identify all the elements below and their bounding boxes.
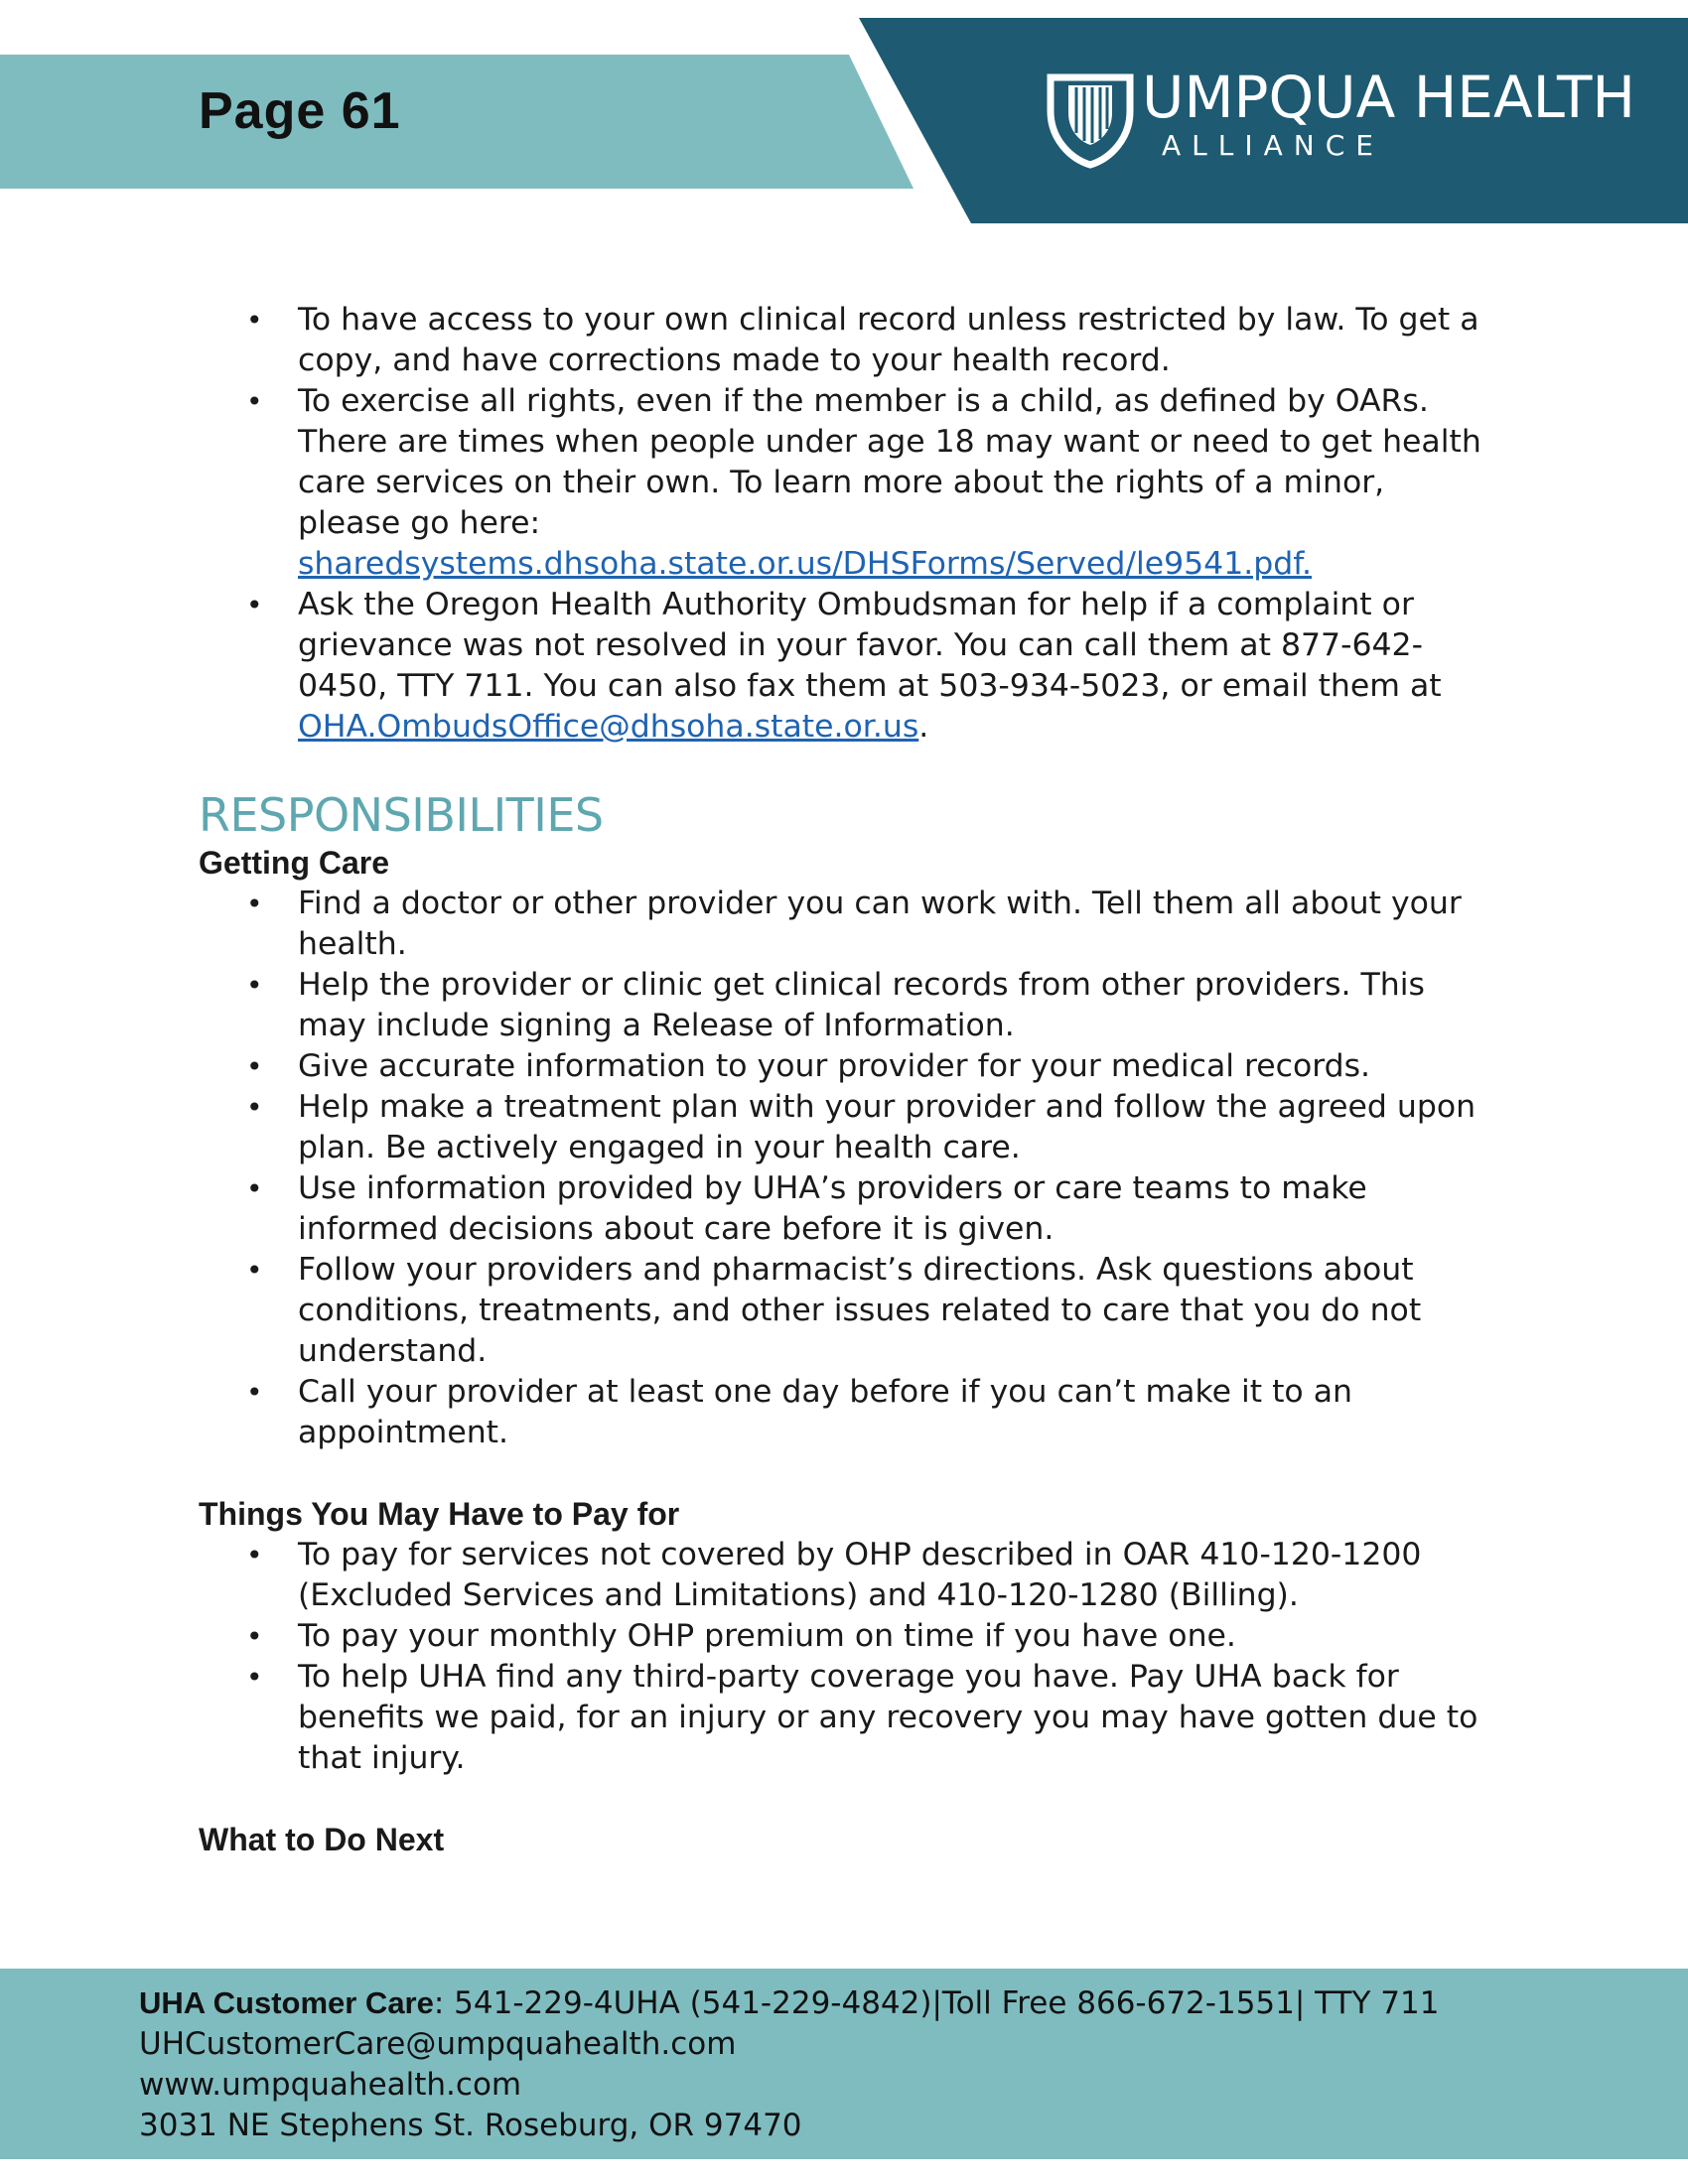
- list-item: • To pay for services not covered by OHP described in OAR 410-120-1200 (Excluded Services and Limitations) and 410-120-1280 (Billing).: [199, 1535, 1489, 1616]
- minor-rights-link[interactable]: sharedsystems.dhsoha.state.or.us/DHSForms/Served/le9541.pdf.: [298, 546, 1313, 582]
- footer-phones: : 541-229-4UHA (541-229-4842)|Toll Free 866-672-1551| TTY 711: [433, 1985, 1440, 2021]
- pay-heading: Things You May Have to Pay for: [199, 1496, 680, 1532]
- footer-email: UHCustomerCare@umpquahealth.com: [139, 2026, 737, 2062]
- list-item: • To exercise all rights, even if the member is a child, as defined by OARs. There are times when people under age 18 may want or need to get health care services on their own. To learn more about the rights of a minor, please go here: sharedsystems.dhsoha.state.or.us/DHSForms/Served/le9541.pdf.: [199, 381, 1489, 585]
- list-item: • Use information provided by UHA’s providers or care teams to make informed decisions about care before it is given.: [199, 1168, 1489, 1250]
- uha-shield-logo-icon: [1045, 69, 1136, 169]
- list-item: • Ask the Oregon Health Authority Ombudsman for help if a complaint or grievance was not resolved in your favor. You can call them at 877-642-0450, TTY 711. You can also fax them at 503-934-5023, or email them at OHA.OmbudsOffice@dhsoha.state.or.us.: [199, 585, 1489, 748]
- list-item: • Call your provider at least one day before if you can’t make it to an appointment.: [199, 1372, 1489, 1453]
- list-item: • Help the provider or clinic get clinical records from other providers. This may include signing a Release of Information.: [199, 965, 1489, 1046]
- list-item: • Help make a treatment plan with your provider and follow the agreed upon plan. Be actively engaged in your health care.: [199, 1087, 1489, 1168]
- list-item: • To pay your monthly OHP premium on time if you have one.: [199, 1616, 1489, 1657]
- list-item: • To help UHA find any third-party coverage you have. Pay UHA back for benefits we paid, for an injury or any recovery you may have gotten due to that injury.: [199, 1657, 1489, 1779]
- pay-list: [199, 1535, 1489, 1779]
- footer-website: www.umpquahealth.com: [139, 2067, 522, 2103]
- main-content: [199, 300, 1489, 1860]
- ombuds-email-link[interactable]: OHA.OmbudsOffice@dhsoha.state.or.us: [298, 709, 919, 745]
- list-item: • Follow your providers and pharmacist’s directions. Ask questions about conditions, treatments, and other issues related to care that you do not understand.: [199, 1250, 1489, 1372]
- rights-list: [199, 300, 1489, 748]
- footer: [0, 1969, 1688, 2159]
- list-item: • Find a doctor or other provider you can work with. Tell them all about your health.: [199, 884, 1489, 965]
- footer-label: UHA Customer Care: [139, 1985, 434, 2020]
- header-band: [0, 55, 914, 189]
- logo-title: UMPQUA HEALTH: [1142, 64, 1635, 131]
- logo-subtitle: ALLIANCE: [1162, 129, 1384, 162]
- list-item: • To have access to your own clinical record unless restricted by law. To get a copy, and have corrections made to your health record.: [199, 300, 1489, 381]
- logo: [1045, 64, 1640, 179]
- footer-contact: [139, 1982, 1439, 2146]
- footer-address: 3031 NE Stephens St. Roseburg, OR 97470: [139, 2108, 802, 2143]
- section-title: RESPONSIBILITIES: [199, 788, 604, 842]
- getting-care-heading: Getting Care: [199, 845, 390, 881]
- getting-care-list: [199, 884, 1489, 1453]
- next-heading: What to Do Next: [199, 1822, 445, 1857]
- list-item: • Give accurate information to your provider for your medical records.: [199, 1046, 1489, 1087]
- page-number: Page 61: [199, 82, 401, 140]
